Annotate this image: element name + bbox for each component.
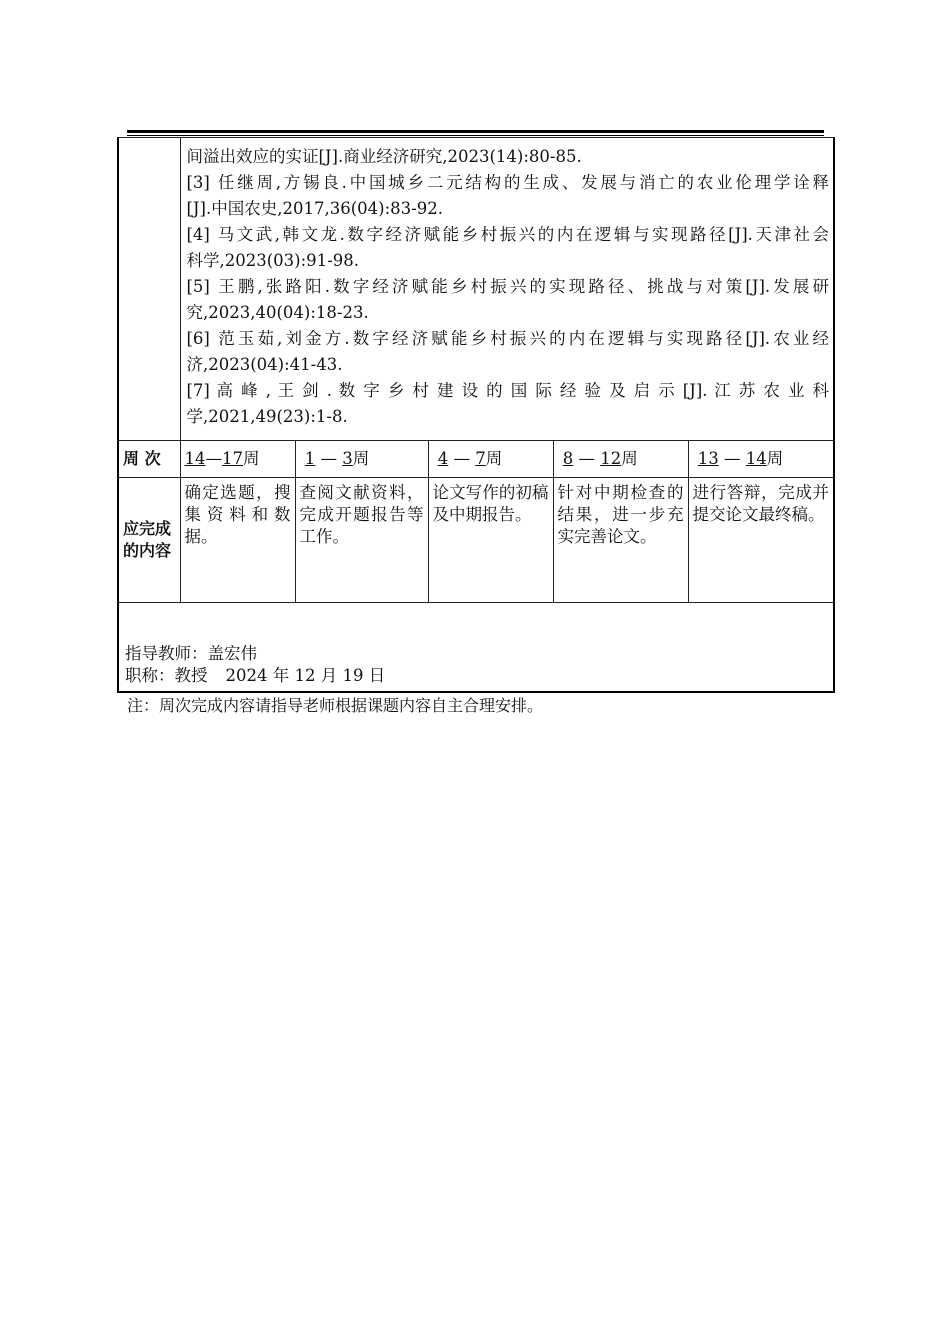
reference-line: [3] 任继周,方锡良.中国城乡二元结构的生成、发展与消亡的农业伦理学诠释 (186, 173, 830, 192)
content-cell-1: 确定选题，搜集资料和数据。 (180, 478, 295, 603)
week-unit: 周 (485, 449, 503, 468)
reference-line: 科学,2023(03):91-98. (186, 251, 359, 270)
advisor-line (125, 643, 827, 665)
week-label: 周 次 (118, 441, 180, 478)
week-range-1 (180, 441, 295, 478)
reference-line: 学,2021,49(23):1-8. (186, 407, 348, 426)
week-end: 12 (600, 449, 622, 468)
week-end: 14 (745, 449, 767, 468)
week-dash: — (205, 449, 222, 468)
week-dash: — (453, 449, 470, 468)
reference-line: [4] 马文武,韩文龙.数字经济赋能乡村振兴的内在逻辑与实现路径[J].天津社会 (186, 225, 830, 244)
content-row (118, 478, 834, 603)
footnote: 注：周次完成内容请指导老师根据课题内容自主合理安排。 (127, 696, 544, 715)
week-dash: — (724, 449, 741, 468)
week-unit: 周 (352, 449, 370, 468)
week-range-2 (295, 441, 428, 478)
references-row (118, 138, 834, 441)
week-range-3 (428, 441, 553, 478)
content-label: 应完成的内容 (118, 478, 180, 603)
signature-cell (118, 603, 834, 693)
references-label-cell (118, 138, 180, 441)
week-range-4 (553, 441, 688, 478)
task-plan-table (117, 137, 835, 693)
signature-row (118, 603, 834, 693)
title-label: 职称： (125, 666, 175, 685)
week-start: 1 (304, 449, 316, 468)
content-cell-2: 查阅文献资料，完成开题报告等工作。 (295, 478, 428, 603)
week-dash: — (578, 449, 595, 468)
reference-line: [J].中国农史,2017,36(04):83-92. (186, 199, 443, 218)
week-end: 17 (222, 449, 243, 468)
week-range-5 (688, 441, 834, 478)
week-start: 8 (562, 449, 574, 468)
reference-line: 间溢出效应的实证[J].商业经济研究,2023(14):80-85. (186, 147, 582, 166)
week-start: 4 (437, 449, 449, 468)
reference-line: [7] 高 峰 , 王 剑 . 数 字 乡 村 建 设 的 国 际 经 验 及 启 示 [J]. 江 苏 农 业 科 (186, 381, 830, 400)
advisor-label: 指导教师： (125, 644, 208, 663)
week-start: 13 (697, 449, 719, 468)
header-rule-thin (127, 135, 824, 136)
reference-line: [5] 王鹏,张路阳.数字经济赋能乡村振兴的实现路径、挑战与对策[J].发展研 (186, 277, 830, 296)
sign-date: 2024 年 12 月 19 日 (225, 666, 386, 685)
week-unit: 周 (621, 449, 638, 468)
reference-line: 济,2023(04):41-43. (186, 355, 343, 374)
title-date-line (125, 665, 827, 687)
week-end: 3 (342, 449, 353, 468)
reference-line: 究,2023,40(04):18-23. (186, 303, 369, 322)
content-cell-3: 论文写作的初稿及中期报告。 (428, 478, 553, 603)
content-cell-5: 进行答辩，完成并提交论文最终稿。 (688, 478, 834, 603)
week-unit: 周 (243, 449, 260, 468)
week-unit: 周 (766, 449, 784, 468)
week-dash: — (320, 449, 337, 468)
week-start: 14 (184, 449, 206, 468)
references-cell (180, 138, 834, 441)
content-cell-4: 针对中期检查的结果，进一步充实完善论文。 (553, 478, 688, 603)
reference-line: [6] 范玉茹,刘金方.数字经济赋能乡村振兴的内在逻辑与实现路径[J].农业经 (186, 329, 830, 348)
week-end: 7 (475, 449, 486, 468)
header-rule-thick (127, 130, 824, 133)
advisor-name: 盖宏伟 (207, 644, 257, 663)
title-value: 教授 (174, 666, 208, 685)
week-row (118, 441, 834, 478)
